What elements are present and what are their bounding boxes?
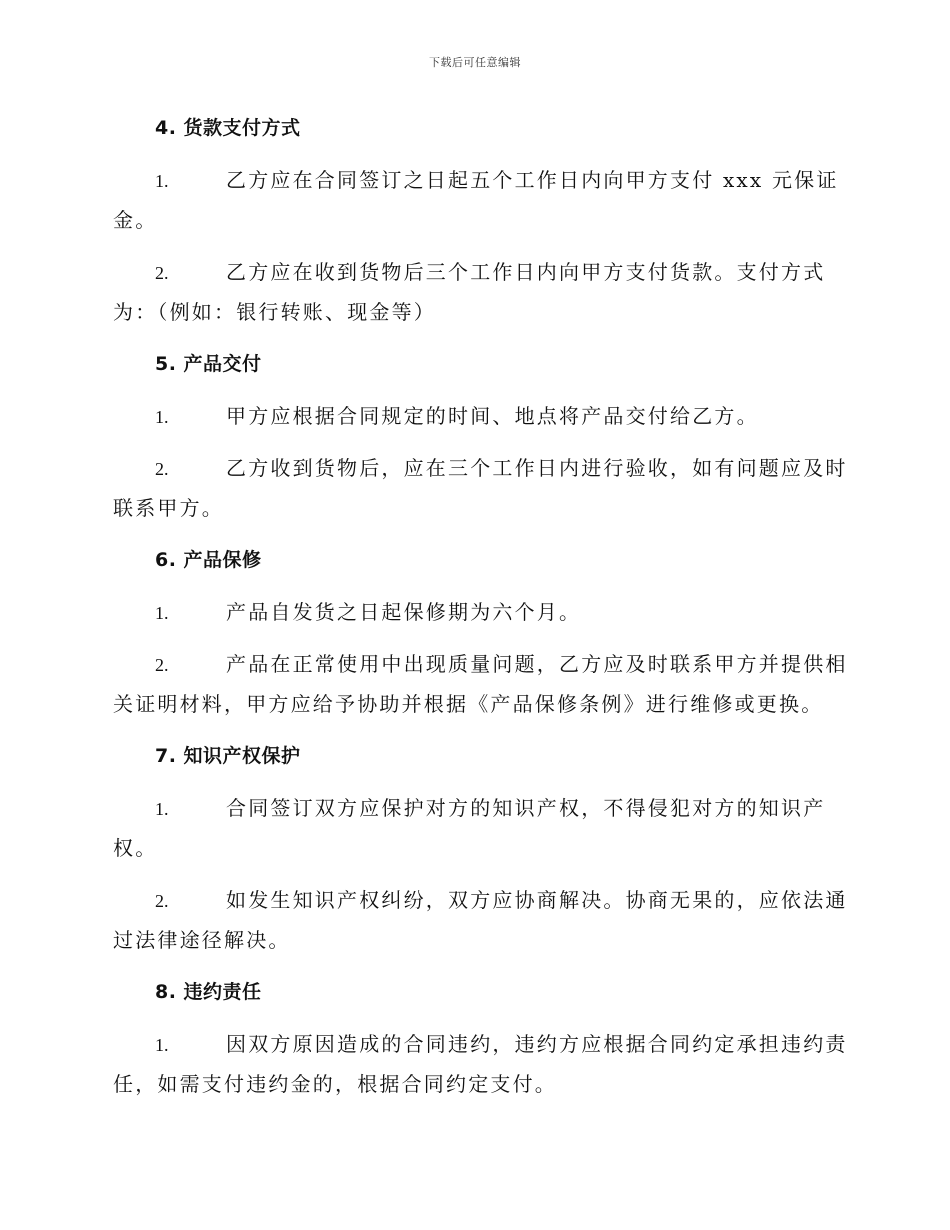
section-heading: 5. 产品交付: [155, 353, 262, 375]
clause-number: 2.: [155, 891, 169, 911]
clause-text-continued: 金。: [113, 208, 158, 232]
clause-number: 1.: [155, 171, 169, 191]
clause: [113, 880, 848, 960]
clause: [113, 160, 839, 240]
clause-text-continued: 联系甲方。: [113, 496, 224, 520]
clause-number: 2.: [155, 263, 169, 283]
section-ip-protection: [113, 736, 848, 960]
section-heading: 4. 货款支付方式: [155, 117, 301, 139]
clause: [113, 1024, 848, 1104]
clause-text-continued: 为：（例如：银行转账、现金等）: [113, 300, 436, 324]
clause-text: 乙方收到货物后，应在三个工作日内进行验收，如有问题应及时: [226, 456, 848, 480]
section-breach-liability: [113, 972, 848, 1104]
clause: [113, 448, 848, 528]
clause-number: 1.: [155, 1035, 169, 1055]
clause-number: 1.: [155, 603, 169, 623]
clause-text-continued: 关证明材料，甲方应给予协助并根据《产品保修条例》进行维修或更换。: [113, 692, 824, 716]
section-heading: 8. 违约责任: [155, 981, 262, 1003]
page-header: 下载后可任意编辑: [429, 56, 521, 69]
clause: [113, 644, 848, 724]
clause-text-continued: 任，如需支付违约金的，根据合同约定支付。: [113, 1072, 557, 1096]
section-payment: [113, 108, 839, 332]
clause-text: 合同签订双方应保护对方的知识产权，不得侵犯对方的知识产: [226, 796, 826, 820]
clause-text: 如发生知识产权纠纷，双方应协商解决。协商无果的，应依法通: [226, 888, 848, 912]
clause-text-continued: 过法律途径解决。: [113, 928, 291, 952]
section-delivery: [113, 344, 848, 528]
section-heading: 6. 产品保修: [155, 549, 262, 571]
clause: [113, 788, 833, 868]
clause-number: 1.: [155, 799, 169, 819]
clause-text-continued: 权。: [113, 836, 158, 860]
clause-number: 1.: [155, 407, 169, 427]
document-body: [113, 108, 848, 1116]
clause-text: 产品自发货之日起保修期为六个月。: [226, 600, 582, 624]
clause-text: 产品在正常使用中出现质量问题，乙方应及时联系甲方并提供相: [226, 652, 848, 676]
clause: [113, 592, 833, 632]
clause-text: 因双方原因造成的合同违约，违约方应根据合同约定承担违约责: [226, 1032, 848, 1056]
clause: [113, 252, 833, 332]
section-heading: 7. 知识产权保护: [155, 745, 301, 767]
clause: [113, 396, 833, 436]
clause-text: 乙方应在合同签订之日起五个工作日内向甲方支付 xxx 元保证: [226, 168, 839, 192]
section-warranty: [113, 540, 848, 724]
clause-number: 2.: [155, 655, 169, 675]
clause-text: 甲方应根据合同规定的时间、地点将产品交付给乙方。: [226, 404, 759, 428]
clause-number: 2.: [155, 459, 169, 479]
clause-text: 乙方应在收到货物后三个工作日内向甲方支付货款。支付方式: [226, 260, 826, 284]
